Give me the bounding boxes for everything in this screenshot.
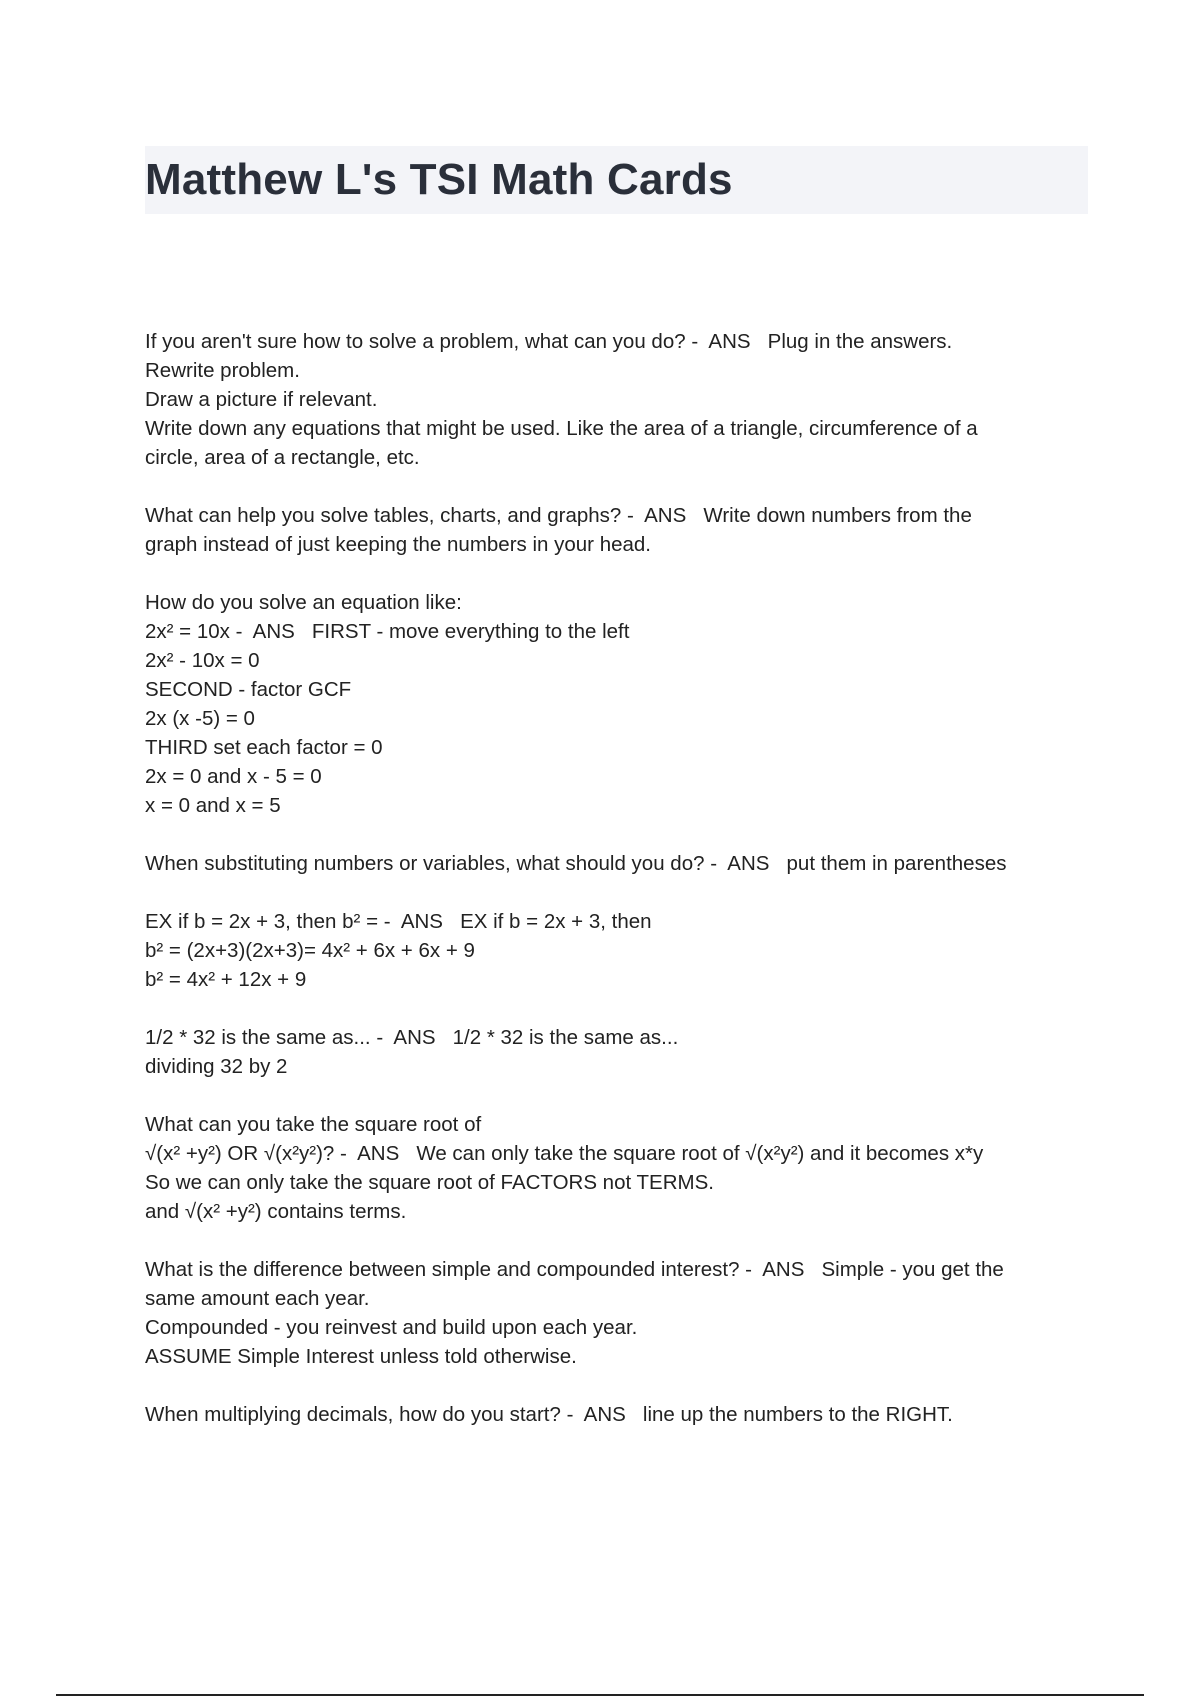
flashcard-9: [145, 1400, 1095, 1429]
card-line: What can you take the square root of: [145, 1113, 482, 1136]
flashcard-6: [145, 1023, 1095, 1081]
card-line: ASSUME Simple Interest unless told otherwise.: [145, 1345, 577, 1368]
card-line: dividing 32 by 2: [145, 1055, 288, 1078]
card-line: So we can only take the square root of FACTORS not TERMS.: [145, 1171, 714, 1194]
flashcard-4: [145, 849, 1095, 878]
card-line: same amount each year.: [145, 1287, 370, 1310]
card-line: Draw a picture if relevant.: [145, 388, 378, 411]
card-line: x = 0 and x = 5: [145, 794, 281, 817]
card-line: 2x (x -5) = 0: [145, 707, 255, 730]
card-line: THIRD set each factor = 0: [145, 736, 383, 759]
document-title: Matthew L's TSI Math Cards: [145, 155, 733, 204]
card-line: graph instead of just keeping the numbers in your head.: [145, 533, 651, 556]
card-line: What can help you solve tables, charts, and graphs? - ANS Write down numbers from the: [145, 504, 972, 527]
card-line: What is the difference between simple and compounded interest? - ANS Simple - you get the: [145, 1258, 1004, 1281]
flashcard-3: [145, 588, 1095, 820]
flashcard-8: [145, 1255, 1095, 1371]
card-line: 2x = 0 and x - 5 = 0: [145, 765, 322, 788]
flashcard-2: [145, 501, 1095, 559]
card-line: EX if b = 2x + 3, then b² = - ANS EX if b = 2x + 3, then: [145, 910, 652, 933]
card-line: If you aren't sure how to solve a problem, what can you do? - ANS Plug in the answers.: [145, 330, 953, 353]
flashcard-7: [145, 1110, 1095, 1226]
footer-divider: [56, 1694, 1144, 1696]
card-line: Rewrite problem.: [145, 359, 300, 382]
card-line: b² = 4x² + 12x + 9: [145, 968, 307, 991]
flashcard-5: [145, 907, 1095, 994]
card-line: Compounded - you reinvest and build upon each year.: [145, 1316, 638, 1339]
card-line: Write down any equations that might be used. Like the area of a triangle, circumference of a: [145, 417, 978, 440]
card-line: b² = (2x+3)(2x+3)= 4x² + 6x + 6x + 9: [145, 939, 475, 962]
card-line: SECOND - factor GCF: [145, 678, 352, 701]
card-line: When substituting numbers or variables, what should you do? - ANS put them in parentheses: [145, 852, 1007, 875]
card-line: How do you solve an equation like:: [145, 591, 462, 614]
card-line: 2x² - 10x = 0: [145, 649, 260, 672]
card-line: and √(x² +y²) contains terms.: [145, 1200, 407, 1223]
card-line: √(x² +y²) OR √(x²y²)? - ANS We can only take the square root of √(x²y²) and it becomes x*y: [145, 1142, 984, 1165]
card-line: When multiplying decimals, how do you start? - ANS line up the numbers to the RIGHT.: [145, 1403, 953, 1426]
card-line: 1/2 * 32 is the same as... - ANS 1/2 * 32 is the same as...: [145, 1026, 679, 1049]
card-line: circle, area of a rectangle, etc.: [145, 446, 420, 469]
card-line: 2x² = 10x - ANS FIRST - move everything to the left: [145, 620, 630, 643]
flashcard-list: [145, 327, 1095, 1458]
flashcard-1: [145, 327, 1095, 472]
